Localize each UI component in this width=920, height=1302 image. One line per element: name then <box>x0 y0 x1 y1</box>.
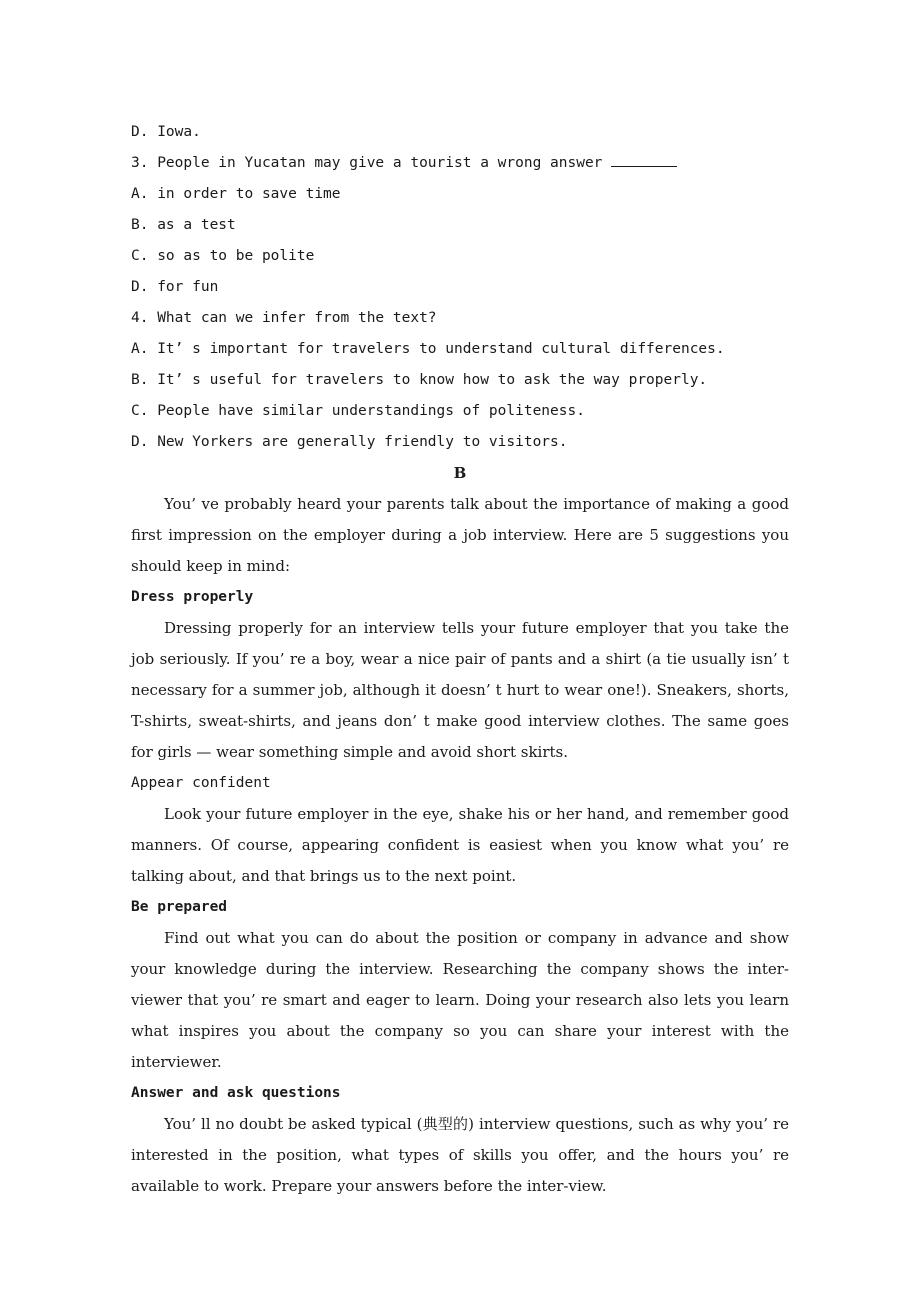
q3-option-b: B. as a test <box>131 217 236 233</box>
q4-option-c: C. People have similar understandings of politeness. <box>131 403 585 419</box>
paragraph-answer-ask: You’ ll no doubt be asked typical (典型的) interview questions, such as why you’ re interested in the position, what types of skills you offer, and the hours you’ re available to work. Prepare your answers before the inter-view. <box>131 1115 789 1195</box>
document-page <box>131 117 789 1202</box>
section-label: B <box>453 464 467 482</box>
q3-option-d: D. for fun <box>131 279 219 295</box>
heading-be-prepared: Be prepared <box>131 899 228 915</box>
q4-option-d: D. New Yorkers are generally friendly to visitors. <box>131 434 568 450</box>
question-3 <box>131 148 789 179</box>
answer-blank <box>611 152 677 167</box>
q3-option-a: A. in order to save time <box>131 186 341 202</box>
heading-appear-confident: Appear confident <box>131 775 271 791</box>
paragraph-be-prepared: Find out what you can do about the position or company in advance and show your knowledge during the interview. Researching the company shows the inter-viewer that you’ re smart and eager to learn. Doing your research also lets you learn what inspires you about the company so you can share your interest with the interviewer. <box>131 929 789 1071</box>
paragraph-appear-confident: Look your future employer in the eye, shake his or her hand, and remember good manners. Of course, appearing confident is easiest when you know what you’ re talking about, and that brings us to the next point. <box>131 805 789 885</box>
q3-option-c: C. so as to be polite <box>131 248 315 264</box>
heading-answer-ask: Answer and ask questions <box>131 1085 341 1101</box>
question-4: 4. What can we infer from the text? <box>131 310 437 326</box>
q2-option-d: D. Iowa. <box>131 124 201 140</box>
intro-paragraph: You’ ve probably heard your parents talk about the importance of making a good first impression on the employer during a job interview. Here are 5 suggestions you should keep in mind: <box>131 495 789 575</box>
heading-dress-properly: Dress properly <box>131 589 254 605</box>
question-3-text: 3. People in Yucatan may give a tourist a wrong answer <box>131 155 603 171</box>
q4-option-b: B. It’ s useful for travelers to know how to ask the way properly. <box>131 372 708 388</box>
q4-option-a: A. It’ s important for travelers to understand cultural differences. <box>131 341 725 357</box>
paragraph-dress-properly: Dressing properly for an interview tells your future employer that you take the job seriously. If you’ re a boy, wear a nice pair of pants and a shirt (a tie usually isn’ t necessary for a summer job, although it doesn’ t hurt to wear one!). Sneakers, shorts, T-shirts, sweat-shirts, and jeans don’ t make good interview clothes. The same goes for girls — wear something simple and avoid short skirts. <box>131 619 789 761</box>
